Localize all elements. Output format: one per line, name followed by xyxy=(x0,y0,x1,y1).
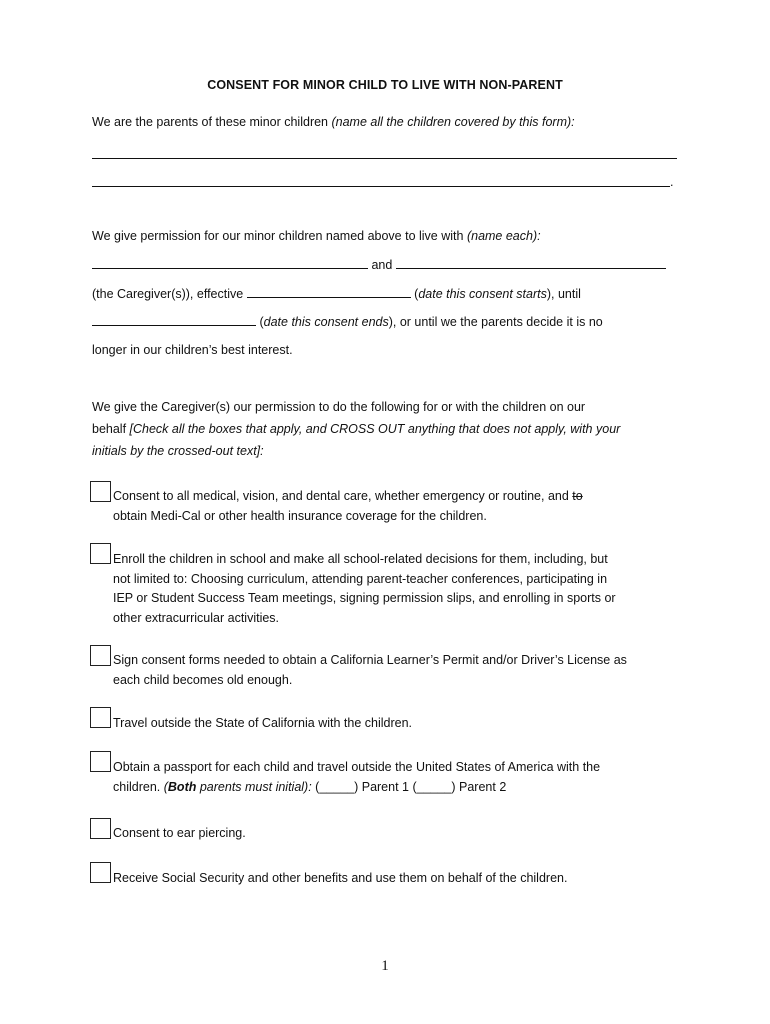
permission-text: We give permission for our minor children named above to live with xyxy=(92,229,467,243)
school-line-3: IEP or Student Success Team meetings, signing permission slips, and enrolling in sports or xyxy=(113,591,616,605)
medical-care-option xyxy=(113,487,583,526)
until-text: ), until xyxy=(546,287,581,301)
permission-instruction: (name each): xyxy=(466,229,541,243)
travel-state-checkbox[interactable] xyxy=(90,707,111,728)
open-paren: ( xyxy=(410,287,419,301)
medical-care-line-1: Consent to all medical, vision, and dental care, whether emergency or routine, and xyxy=(113,489,573,503)
line-period: . xyxy=(670,175,674,189)
end-date-blank[interactable] xyxy=(92,313,256,326)
ear-piercing-checkbox[interactable] xyxy=(90,818,111,839)
initial-instruction: parents must initial): xyxy=(196,779,312,794)
travel-state-option: Travel outside the State of California with the children. xyxy=(113,716,412,730)
ear-piercing-option: Consent to ear piercing. xyxy=(113,826,246,840)
children-names-line-2[interactable] xyxy=(92,186,670,187)
permission-line xyxy=(92,226,541,246)
both-emphasis: Both xyxy=(167,779,197,794)
page-number: 1 xyxy=(381,958,389,974)
social-security-option: Receive Social Security and other benefits and use them on behalf of the children. xyxy=(113,871,568,885)
medical-care-checkbox[interactable] xyxy=(90,481,111,502)
best-interest-line: longer in our children’s best interest. xyxy=(92,343,293,357)
behalf-line-1: We give the Caregiver(s) our permission to do the following for or with the children on our xyxy=(92,400,586,414)
school-checkbox[interactable] xyxy=(90,543,111,564)
caregiver-names-line xyxy=(92,255,666,275)
intro-instruction: (name all the children covered by this form): xyxy=(331,115,575,129)
behalf-text: behalf xyxy=(92,422,130,436)
passport-line-1: Obtain a passport for each child and travel outside the United States of America with the xyxy=(113,760,601,774)
school-line-4: other extracurricular activities. xyxy=(113,610,280,625)
parent-initials: (_____) Parent 1 (_____) Parent 2 xyxy=(311,779,507,794)
behalf-instruction: [Check all the boxes that apply, and CROSS OUT anything that does not apply, with your xyxy=(129,422,621,436)
behalf-line-2 xyxy=(92,419,620,439)
struck-text: to xyxy=(572,489,583,503)
form-title: CONSENT FOR MINOR CHILD TO LIVE WITH NON-PARENT xyxy=(207,78,563,92)
open-paren-2: ( xyxy=(256,315,264,329)
paren-open: ( xyxy=(163,779,168,794)
drivers-permit-line-2: each child becomes old enough. xyxy=(113,672,293,687)
caregiver-text: (the Caregiver(s)), effective xyxy=(92,287,247,301)
drivers-permit-option xyxy=(113,651,627,690)
intro-line xyxy=(92,112,575,132)
school-line-2: not limited to: Choosing curriculum, attending parent-teacher conferences, participating in xyxy=(113,571,608,586)
caregiver-1-blank[interactable] xyxy=(92,256,368,269)
effective-line xyxy=(92,284,581,304)
school-option xyxy=(113,550,616,628)
drivers-permit-line-1: Sign consent forms needed to obtain a California Learner’s Permit and/or Driver’s License as xyxy=(113,653,627,667)
start-date-blank[interactable] xyxy=(247,285,411,298)
passport-children-text: children. xyxy=(113,779,164,794)
school-line-1: Enroll the children in school and make all school-related decisions for them, including, but xyxy=(113,552,608,566)
behalf-line-3: initials by the crossed-out text]: xyxy=(92,444,264,458)
children-names-line-1[interactable] xyxy=(92,158,677,159)
and-label: and xyxy=(368,258,396,272)
end-date-instruction: date this consent ends xyxy=(263,315,389,329)
end-date-line xyxy=(92,312,603,332)
drivers-permit-checkbox[interactable] xyxy=(90,645,111,666)
social-security-checkbox[interactable] xyxy=(90,862,111,883)
end-date-rest: ), or until we the parents decide it is no xyxy=(388,315,603,329)
caregiver-2-blank[interactable] xyxy=(396,256,666,269)
medical-care-line-2: obtain Medi-Cal or other health insurance coverage for the children. xyxy=(113,508,487,523)
start-date-instruction: date this consent starts xyxy=(418,287,547,301)
passport-checkbox[interactable] xyxy=(90,751,111,772)
passport-line-2 xyxy=(113,778,600,798)
intro-text: We are the parents of these minor children xyxy=(92,115,332,129)
passport-option xyxy=(113,758,600,797)
